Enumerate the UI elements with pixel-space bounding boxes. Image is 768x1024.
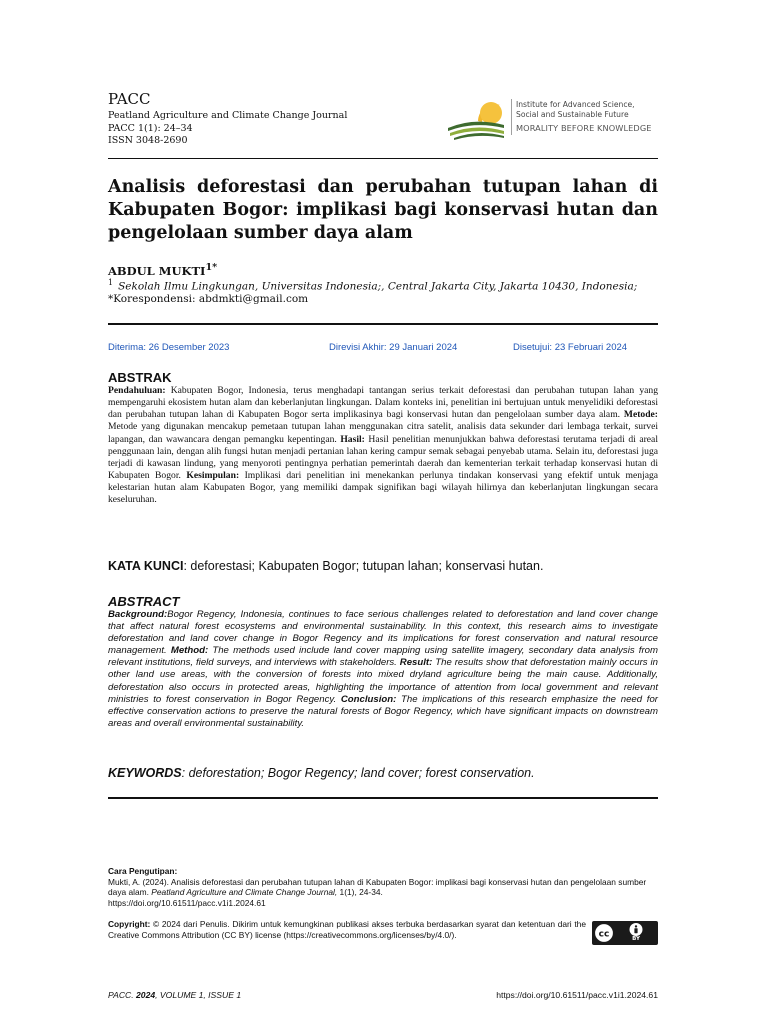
article-title: Analisis deforestasi dan perubahan tutupan lahan di Kabupaten Bogor: implikasi bagi konservasi hutan dan pengelolaan sumber daya alam [108,177,658,243]
abstract-result-text: The results show that deforestation mainly occurs in other land use areas, with the conversion of forests into mixed dryland agriculture being the main cause. Additionally, deforestation also occurs in protected areas, highlighting the importance of attention from local government and relevant ministries to forest conservation in Bogor Regency. [108,657,658,705]
date-accepted: Disetujui: 23 Februari 2024 [513,342,628,353]
logo-motto: MORALITY BEFORE KNOWLEDGE [516,123,652,133]
citation-block [108,866,658,908]
copyright-text: © 2024 dari Penulis. Dikirim untuk kemungkinan publikasi akses terbuka berdasarkan syarat dan ketentuan dari the Creative Commons Attribution (CC BY) license (https://creativecommons.org/licenses/by/4.0/). [108,919,586,940]
abstrak-heading: ABSTRAK [108,370,172,385]
footer-year: 2024 [136,990,156,1000]
abstrak-result-text: Hasil penelitian menunjukkan bahwa deforestasi terutama terjadi di areal penggunaan lain, dengan alih fungsi hutan menjadi pertanian lahan kering campur semak sebagai penyebab utama. Selain itu, deforestasi juga terjadi di kawasan lindung, yang menyoroti pentingnya perhatian pemerintah daerah dan kementerian terkait terhadap konservasi hutan di Kabupaten Bogor. [108,433,658,482]
abstract-heading: ABSTRACT [108,594,180,609]
abstract-conclusion-label: Conclusion: [340,693,397,705]
date-received: Diterima: 26 Desember 2023 [108,342,230,353]
cc-by-license-icon[interactable] [592,921,658,945]
abstrak-intro-label: Pendahuluan: [108,385,166,396]
correspondence-email: *Korespondensi: abdmkti@gmail.com [108,293,309,305]
abstract-result-label: Result: [399,657,433,669]
kata-kunci-text: : deforestasi; Kabupaten Bogor; tutupan lahan; konservasi hutan. [183,559,544,573]
keywords-label: KEYWORDS [108,766,182,780]
date-revised: Direvisi Akhir: 29 Januari 2024 [329,342,458,353]
footer-left [108,990,241,1000]
footer-volume: , VOLUME 1, ISSUE 1 [155,990,242,1000]
affiliation-text: Sekolah Ilmu Lingkungan, Universitas Indonesia;, Central Jakarta City, Jakarta 10430, Indonesia; [118,280,638,293]
author-name: ABDUL MUKTI [108,263,206,278]
abstract-background-label: Background: [108,609,168,620]
affiliation [108,278,637,293]
svg-text:cc: cc [598,929,610,940]
abstract-method-label: Method: [170,645,209,657]
copyright-notice [108,919,586,940]
abstrak-method-text: Metode yang digunakan mencakup pemetaan tutupan lahan menggunakan citra satelit, analisis data sekunder dari lembaga terkait, survei lapangan, dan wawancara dengan pemangku kepentingan. [108,421,658,445]
kata-kunci [108,559,543,573]
footer-doi-link[interactable]: https://doi.org/10.61511/pacc.v1i1.2024.61 [496,990,658,1000]
keywords-text: : deforestation; Bogor Regency; land cover; forest conservation. [181,766,535,780]
logo-line-2: Social and Sustainable Future [516,110,629,119]
header-divider [108,158,658,159]
journal-volume-pages: PACC 1(1): 24–34 [108,122,193,134]
citation-heading: Cara Pengutipan: [108,866,178,876]
abstrak-intro-text: Kabupaten Bogor, Indonesia, terus menghadapi tantangan serius terkait deforestasi dan perubahan tutupan lahan yang mempengaruhi ekosistem hutan alam dan keberlanjutan lingkungan. Dalam konteks ini, penelitian ini bertujuan untuk menyelidiki deforestasi dan perubahan tutupan lahan di Kabupaten Bogor serta implikasinya bagi konservasi hutan dan pengelolaan sumber daya alam. [108,385,658,421]
citation-journal: Peatland Agriculture and Climate Change Journal, [151,887,338,897]
author-line [108,262,217,278]
abstract-conclusion-text: The implications of this research emphasize the need for effective conservation actions to preserve the natural forests of Bogor Regency, which have significant impacts on downstream areas and overall environmental sustainability. [108,693,658,729]
journal-abbreviation: PACC [108,90,151,108]
keywords [108,766,535,780]
abstract-divider [108,797,658,799]
affiliation-number: 1 [108,278,114,287]
author-mark: 1* [205,262,218,273]
citation-volume: 1(1), 24-34. [337,887,383,897]
abstrak-conclusion-label: Kesimpulan: [186,470,240,482]
logo-line-1: Institute for Advanced Science, [516,100,635,109]
cc-by-label: BY [632,936,640,942]
abstract-method-text: The methods used include land cover mapping using satellite imagery, secondary data analysis from relevant institutions, field surveys, and interviews with stakeholders. [108,645,658,669]
copyright-label: Copyright: [108,919,151,929]
kata-kunci-label: KATA KUNCI [108,559,184,573]
institute-logo-text [516,100,652,133]
citation-doi-link[interactable]: https://doi.org/10.61511/pacc.v1i1.2024.61 [108,897,266,908]
citation-reference: Mukti, A. (2024). Analisis deforestasi dan perubahan tutupan lahan di Kabupaten Bogor: implikasi bagi konservasi hutan dan pengelolaan sumber daya alam. [108,876,647,897]
title-divider [108,323,658,325]
abstrak-method-label: Metode: [623,409,658,421]
journal-name: Peatland Agriculture and Climate Change Journal [108,110,348,121]
abstrak-result-label: Hasil: [340,433,365,445]
abstrak-conclusion-text: Implikasi dari penelitian ini menekankan perlunya tindakan konservasi yang efektif untuk menjaga kelestarian hutan alam Kabupaten Bogor, yang memiliki dampak signifikan bagi wilayah hilirnya dan keberlanjutan lingkungan secara keseluruhan. [108,470,659,506]
citation-text [108,877,658,898]
abstrak-body [108,385,658,507]
abstract-body [108,609,658,730]
abstract-background-text: Bogor Regency, Indonesia, continues to face serious challenges related to deforestation and land cover change that affect natural forest ecosystems and environmental sustainability. In this context, this research aims to investigate deforestation and land cover change in Bogor Regency and its implications for forest conservation and natural resource management. [108,609,658,657]
journal-meta [108,110,347,148]
journal-issn: ISSN 3048-2690 [108,135,188,146]
footer-journal: PACC. [108,990,137,1000]
